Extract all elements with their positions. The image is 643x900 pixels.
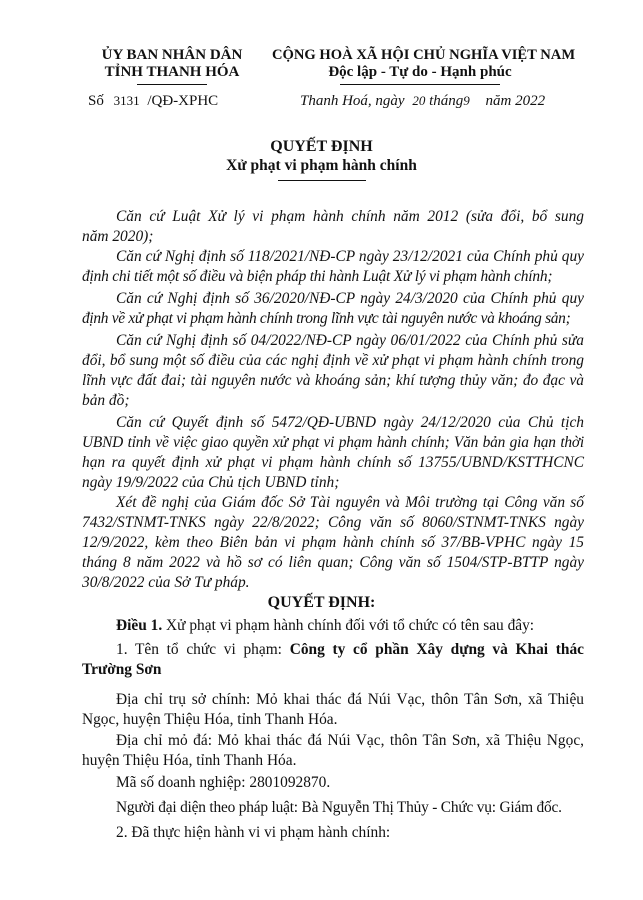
text-line: Địa chỉ mỏ đá: Mỏ khai thác đá Núi Vạc, thôn Tân Sơn, xã Thiệu Ngọc, xyxy=(116,732,584,749)
article-label: Điều 1. xyxy=(116,617,163,634)
issue-date xyxy=(300,93,545,110)
text-line: 30/8/2022 của Sở Tư pháp. xyxy=(82,574,250,591)
text-line: Xét đề nghị của Giám đốc Sở Tài nguyên và Môi trường tại Công văn số xyxy=(116,494,584,511)
text-line: năm 2020); xyxy=(82,228,154,245)
item-2-violations xyxy=(82,823,584,843)
text-line: 2. Đã thực hiện hành vi vi phạm hành chính: xyxy=(116,824,391,841)
text-line: Căn cứ Nghị định số 36/2020/NĐ-CP ngày 24/3/2020 của Chính phủ quy xyxy=(116,290,584,307)
text-line: Căn cứ Luật Xử lý vi phạm hành chính năm 2012 (sửa đổi, bổ sung xyxy=(116,208,584,225)
text-line: đổi, bổ sung một số điều của các nghị định về xử phạt vi phạm hành chính trong xyxy=(82,352,584,369)
national-motto: Độc lập - Tự do - Hạnh phúc xyxy=(328,64,512,80)
text-line xyxy=(82,640,584,660)
org-name-line2: Trường Sơn xyxy=(82,661,162,678)
head-office-address xyxy=(82,690,584,730)
text-line: Ngọc, huyện Thiệu Hóa, tỉnh Thanh Hóa. xyxy=(82,711,338,728)
text-line: Người đại diện theo pháp luật: Bà Nguyễn Thị Thủy - Chức vụ: Giám đốc. xyxy=(116,799,562,816)
date-day: 20 xyxy=(412,93,426,108)
document-title: QUYẾT ĐỊNH xyxy=(270,138,373,155)
preamble-decree-36 xyxy=(82,289,584,329)
legal-representative xyxy=(82,798,584,818)
title-rule xyxy=(278,180,366,181)
decision-heading: QUYẾT ĐỊNH: xyxy=(267,594,376,611)
text-line: Căn cứ Quyết định số 5472/QĐ-UBND ngày 24/12/2020 của Chủ tịch xyxy=(116,414,584,431)
date-month-word: tháng xyxy=(429,93,464,109)
date-month: 9 xyxy=(463,93,470,108)
text-line: 12/9/2022, kèm theo Biên bản vi phạm hành chính số 37/BB-VPHC ngày 15 xyxy=(82,534,584,551)
org-name-line1: Công ty cổ phần Xây dựng và Khai thác xyxy=(289,641,584,658)
province-name: TỈNH THANH HÓA xyxy=(104,64,240,80)
text-line: Địa chỉ trụ sở chính: Mỏ khai thác đá Núi Vạc, thôn Tân Sơn, xã Thiệu xyxy=(116,691,584,708)
header-left-rule xyxy=(137,84,207,85)
text-line: tháng 8 năm 2022 và hồ sơ có liên quan; Công văn số 1504/STP-BTTP ngày xyxy=(82,554,584,571)
article-1 xyxy=(82,616,584,636)
agency-name: ỦY BAN NHÂN DÂN xyxy=(101,47,243,63)
text-line: định chi tiết một số điều và biện pháp thi hành Luật Xử lý vi phạm hành chính; xyxy=(82,268,553,285)
preamble-decree-04 xyxy=(82,331,584,411)
document-number xyxy=(88,93,218,110)
doc-number-prefix: Số xyxy=(88,93,104,109)
text-line: Mã số doanh nghiệp: 2801092870. xyxy=(116,774,331,791)
item-1-prefix: 1. Tên tổ chức vi phạm: xyxy=(116,641,282,658)
text-line: định về xử phạt vi phạm hành chính trong lĩnh vực tài nguyên nước và khoáng sản; xyxy=(82,310,571,327)
mine-address xyxy=(82,731,584,771)
preamble-proposal xyxy=(82,493,584,593)
text-line: Căn cứ Nghị định số 04/2022/NĐ-CP ngày 06/01/2022 của Chính phủ sửa xyxy=(116,332,584,349)
enterprise-code xyxy=(82,773,584,793)
text-line: 7432/STNMT-TNKS ngày 22/8/2022; Công văn số 8060/STNMT-TNKS ngày xyxy=(82,514,584,531)
article-text: Xử phạt vi phạm hành chính đối với tổ chức có tên sau đây: xyxy=(166,617,535,634)
text-line: ngày 19/9/2022 của Chủ tịch UBND tỉnh; xyxy=(82,474,340,491)
text-line: bản đồ; xyxy=(82,392,130,409)
date-place: Thanh Hoá, ngày xyxy=(300,93,405,109)
text-line: huyện Thiệu Hóa, tỉnh Thanh Hóa. xyxy=(82,752,297,769)
document-subtitle: Xử phạt vi phạm hành chính xyxy=(226,157,417,174)
text-line: Căn cứ Nghị định số 118/2021/NĐ-CP ngày 23/12/2021 của Chính phủ quy xyxy=(116,248,584,265)
text-line: hạn ra quyết định xử phạt vi phạm hành chính số 13755/UBND/KSTTHCNC xyxy=(82,454,584,471)
doc-number-suffix: /QĐ-XPHC xyxy=(147,93,219,109)
country-name: CỘNG HOÀ XÃ HỘI CHỦ NGHĨA VIỆT NAM xyxy=(272,47,576,63)
text-line: UBND tỉnh về việc giao quyền xử phạt vi phạm hành chính; Văn bản gia hạn thời xyxy=(82,434,584,451)
preamble-decision-5472 xyxy=(82,413,584,493)
header-right-rule xyxy=(340,84,500,85)
preamble-decree-118 xyxy=(82,247,584,287)
doc-number-value: 3131 xyxy=(113,93,140,108)
item-1-org-name xyxy=(82,640,584,680)
preamble-law xyxy=(82,207,584,247)
text-line xyxy=(82,616,584,636)
text-line: lĩnh vực đất đai; tài nguyên nước và khoáng sản; khí tượng thủy văn; đo đạc và xyxy=(82,372,584,389)
date-year: năm 2022 xyxy=(485,93,546,109)
